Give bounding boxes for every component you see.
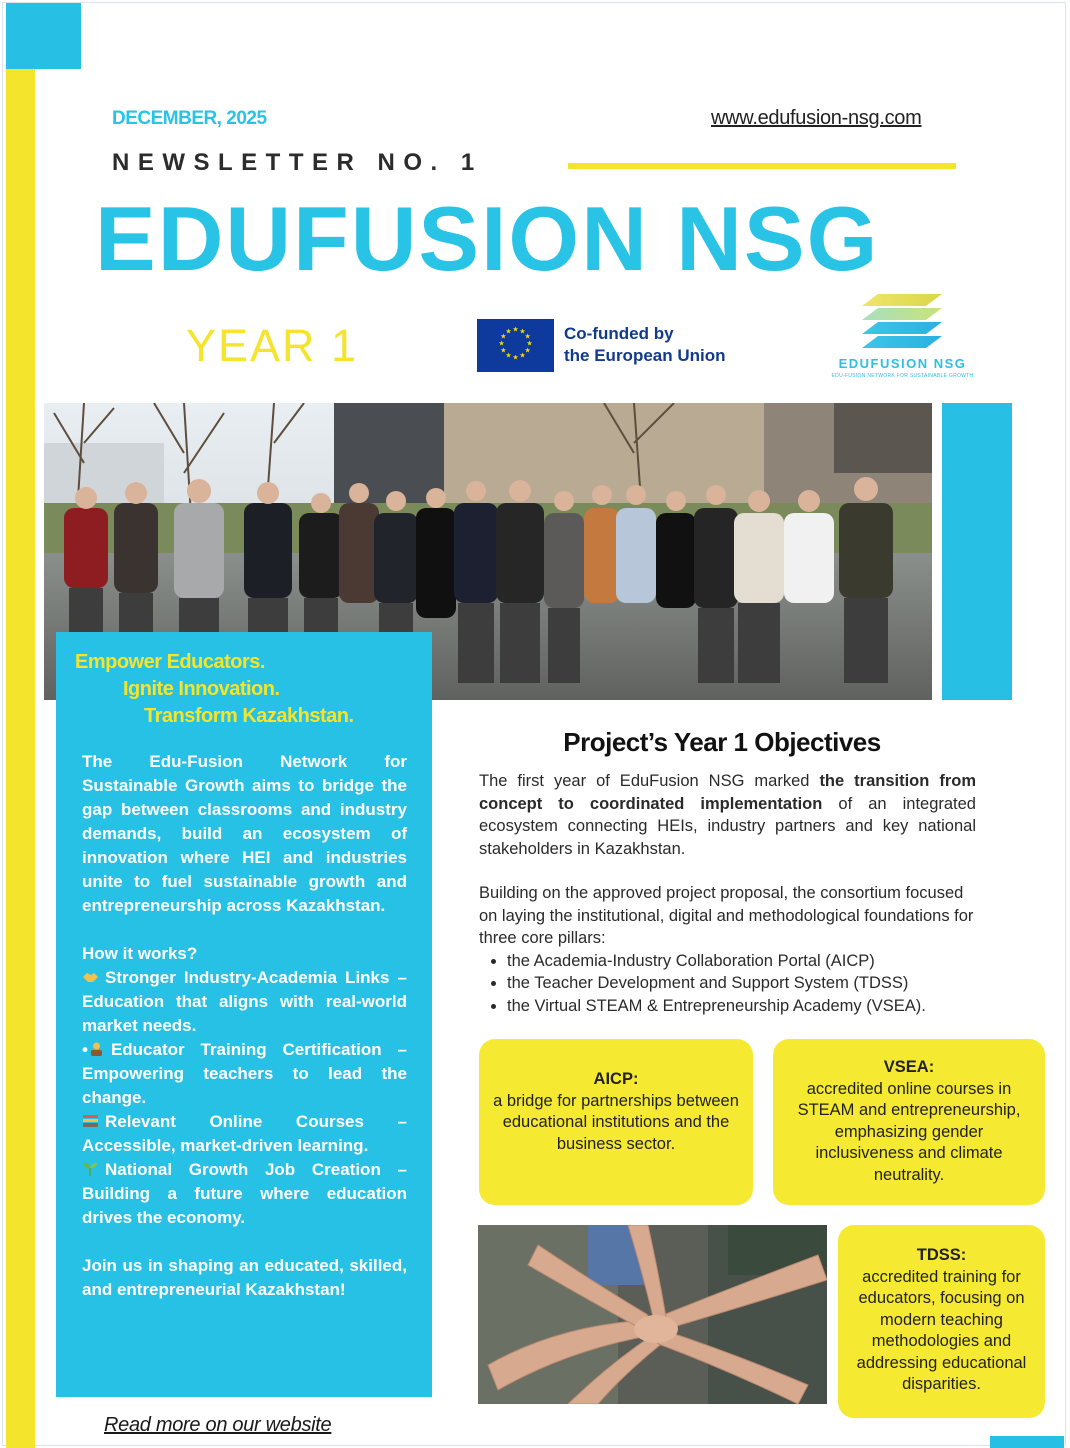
svg-text:★: ★: [500, 346, 507, 355]
p1-emphasis: the transition from concept to coordinated implementation: [479, 772, 976, 813]
slogan-line-2: Ignite Innovation.: [123, 678, 280, 700]
eu-cofunded-label: [564, 323, 726, 367]
svg-text:★: ★: [519, 351, 526, 360]
how-item-training: [82, 1038, 407, 1110]
svg-text:★: ★: [524, 332, 531, 341]
tdss-card: [838, 1225, 1045, 1418]
svg-text:★: ★: [512, 325, 519, 334]
year-label: YEAR 1: [186, 320, 359, 371]
read-more-link[interactable]: Read more on our website: [104, 1414, 332, 1436]
aicp-title: AICP:: [593, 1070, 639, 1088]
objectives-paragraph-2: Building on the approved project proposal, the consortium focused on laying the institutional, digital and methodological foundations for three core pillars:: [479, 884, 974, 947]
hands-together-photo: [478, 1225, 827, 1404]
vsea-text: accredited online courses in STEAM and entrepreneurship, emphasizing gender inclusiveness and climate neutrality.: [797, 1079, 1021, 1184]
slogan-line-1: Empower Educators.: [75, 651, 265, 673]
p1-end: of an integrated ecosystem connecting HEIs, industry partners and key national stakeholders in Kazakhstan.: [479, 794, 976, 858]
eu-flag-icon: [477, 319, 554, 372]
svg-text:★: ★: [500, 332, 507, 341]
tdss-title: TDSS:: [916, 1246, 967, 1264]
edufusion-logo: [830, 292, 975, 384]
about-body: [82, 750, 407, 1302]
svg-text:★: ★: [505, 351, 512, 360]
svg-text:★: ★: [524, 346, 531, 355]
teacher-icon: [88, 1039, 105, 1053]
how-item-growth: [82, 1158, 407, 1230]
issue-date: DECEMBER, 2025: [112, 108, 267, 129]
tdss-text: accredited training for educators, focusing on modern teaching methodologies and addressing educational disparities.: [856, 1267, 1027, 1393]
eu-line-1: Co-funded by: [564, 324, 674, 343]
books-icon: [82, 1111, 99, 1125]
p1-start: The first year of EduFusion NSG marked: [479, 772, 820, 790]
logo-name: EDUFUSION NSG: [838, 356, 967, 371]
objectives-paragraph-1: [479, 770, 976, 860]
newsletter-number: NEWSLETTER NO. 1: [112, 149, 483, 176]
header-divider: [568, 163, 956, 169]
vsea-card: [773, 1039, 1045, 1205]
objectives-title: Project’s Year 1 Objectives: [563, 727, 881, 757]
logo-subtitle: EDU-FUSION NETWORK FOR SUSTAINABLE GROWTH: [831, 373, 974, 379]
svg-text:★: ★: [526, 339, 533, 348]
website-link[interactable]: www.edufusion-nsg.com: [711, 107, 922, 129]
handshake-icon: [82, 967, 99, 981]
left-yellow-stripe: [6, 69, 35, 1448]
right-blue-bar: [942, 403, 1012, 700]
closing-text: Join us in shaping an educated, skilled, and entrepreneurial Kazakhstan!: [82, 1256, 407, 1299]
bottom-corner-decoration: [990, 1436, 1064, 1448]
how-item-courses-text: Relevant Online Courses – Accessible, market-driven learning.: [82, 1112, 407, 1155]
pillar-tdss: • the Teacher Development and Support System (TDSS): [507, 972, 976, 995]
objectives-body: [479, 770, 976, 1017]
pillar-aicp: • the Academia-Industry Collaboration Portal (AICP): [507, 950, 976, 973]
about-panel: [56, 632, 432, 1397]
eu-line-2: the European Union: [564, 346, 726, 365]
how-item-growth-text: National Growth Job Creation – Building a future where education drives the economy.: [82, 1160, 407, 1227]
aicp-text: a bridge for partnerships between educational institutions and the business sector.: [493, 1091, 739, 1153]
svg-text:★: ★: [519, 327, 526, 336]
about-intro: The Edu-Fusion Network for Sustainable Growth aims to bridge the gap between classrooms and industry demands, build an ecosystem of innovation where HEI and industries unite to fuel sustainable growth and entrepreneurship across Kazakhstan.: [82, 752, 407, 915]
slogan-line-3: Transform Kazakhstan.: [144, 705, 354, 727]
aicp-card: [479, 1039, 753, 1205]
pillars-list: [507, 950, 976, 1018]
how-item-training-text: Educator Training Certification – Empowering teachers to lead the change.: [82, 1040, 407, 1107]
how-item-industry: [82, 966, 407, 1038]
pillar-vsea: • the Virtual STEAM & Entrepreneurship Academy (VSEA).: [507, 995, 976, 1018]
logo-layers-icon: [830, 292, 975, 356]
vsea-title: VSEA:: [883, 1058, 935, 1076]
svg-text:★: ★: [505, 327, 512, 336]
seedling-icon: [82, 1159, 99, 1173]
how-item-courses: [82, 1110, 407, 1158]
corner-decoration: [6, 3, 81, 69]
how-it-works-title: How it works?: [82, 944, 198, 963]
page-title: EDUFUSION NSG: [95, 189, 880, 290]
svg-text:★: ★: [498, 339, 505, 348]
svg-text:★: ★: [512, 353, 519, 362]
bullet-dot: •: [82, 1040, 88, 1059]
how-item-industry-text: Stronger Industry-Academia Links – Education that aligns with real-world market needs.: [82, 968, 407, 1035]
